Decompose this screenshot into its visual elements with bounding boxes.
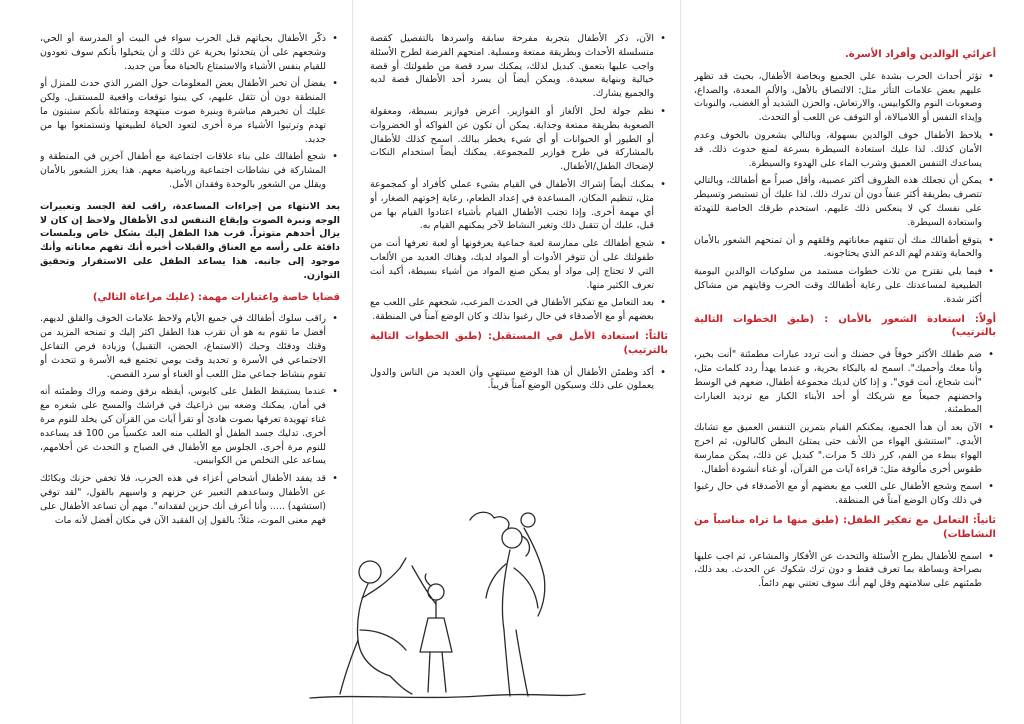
fold-line-right xyxy=(680,0,681,724)
list-future xyxy=(40,32,340,192)
list-item: • الآن، ذكر الأطفال بتجربة مفرحة سابقة واسردها بالتفصيل كقصة متسلسلة الأحداث وبطريقة ممتعة ومسلية. امنحهم الفرصة لطرح الأسئلة واجب عليها بتعمق. كبديل لذلك، يمكنك سرد قصة من طفولتك أو قصة خيالية وبنهاية سعيدة. ويمكن أيضاً أن يسرد أحد الأطفال قصة لديه والجميع يشارك. xyxy=(370,32,654,101)
list-activities xyxy=(370,32,668,324)
list-item: • تؤثر أحداث الحرب بشدة على الجميع وبخاصة الأطفال، بحيث قد تظهر عليهم بعض علامات التأثر مثل: الالتصاق بالأهل، والألم المعدة، والصداع، وصعوبات النوم والكوابيس، والارتعاش، والحزن الشديد أو الغضب، والنوبات وإيذاء النفس أو اللامبالاة، أو التوقف عن اللعب أو التحدث. xyxy=(694,70,982,125)
list-item: • اسمح وشجع الأطفال على اللعب مع بعضهم أو مع الأصدقاء في حال رغبوا في ذلك وكان الوضع آمناً في المنطقة. xyxy=(694,480,982,508)
list-item: • يلاحظ الأطفال خوف الوالدين بسهولة، وبالتالي يشعرون بالخوف وعدم الأمان كذلك. لذا عليك استعادة السيطرة بسرعة لمنع حدوث ذلك. قد يساعدك التنفس العميق وشرب الماء على الهدوء والسيطرة. xyxy=(694,129,982,170)
panel-left xyxy=(40,32,340,712)
list-item: • أكد وطمئن الأطفال أن هذا الوضع سينتهي وأن العديد من الناس والدول يعملون على ذلك وسيكون الوضع آمناً قريباً. xyxy=(370,366,654,394)
list-item: • شجع أطفالك على ممارسة لعبة جماعية يعرفونها أو لعبة تعرفها أنت من طفولتك على أن تتوفر الأدوات أو المواد لديك، وهناك العديد من الألعاب التي لا تحتاج إلى مواد أو يمكن صنع المواد من أشياء بسيطة، أكيد أنت تعرف الكثير منها. xyxy=(370,237,654,292)
list-child-thinking xyxy=(694,550,996,591)
list-item: • ذكّر الأطفال بحياتهم قبل الحرب سواء في البيت أو المدرسة أو الحي، وشجعهم على أن يتحدثوا بحرية عن ذلك و أن يتخيلوا بأنكم سوف تعودون للقيام بنفس الأشياء والاستمتاع بالحياة معاً من جديد. xyxy=(40,32,326,73)
list-restore-hope xyxy=(370,366,668,394)
list-item: • بعد التعامل مع تفكير الأطفال في الحدث المرعب، شجعهم على اللعب مع بعضهم أو مع الأصدقاء في حال رغبوا بذلك و كان الوضع آمناً في المنطقة. xyxy=(370,296,654,324)
list-item: • نظم جولة لحل الألغاز أو الفوازير. أعرض فوازير بسيطة، ومعقولة الصعوبة بطريقة ممتعة وجذابة. يمكن أن تكون عن الفواكه أو الخضروات أو الطيور أو الحيوانات أو أي شيء يخطر ببالك. اسمح كذلك للأطفال بالمشاركة في طرح فوازير للمجموعة. يمكنك أيضاً استخدام النكات لإضحاك الطفل/الأطفال. xyxy=(370,105,654,174)
list-special-issues xyxy=(40,312,340,527)
list-item: • اسمح للأطفال بطرح الأسئلة والتحدث عن الأفكار والمشاعر، ثم اجب عليها بصراحة وبساطة بما تعرف فقط و دون ترك شكوك عن الحدث. بعد ذلك، طمئنهم على سلامتهم وقل لهم أنك سوف تعتني بهم دائماً. xyxy=(694,550,982,591)
list-item: • عندما يستيقظ الطفل على كابوس، أيقظه برفق وضمه وراك وطمئنه أنه في أمان. يمكنك وضعه بين ذراعيك في فراشك والمسح على شعره مع غناء تهويدة تعرفها بصوت هادئ أو تقرأ آيات من القرآن كي يخلد للنوم مرة أخرى. تدليك جسد الطفل أو الطلب منه العد عكسياً من 100 قد يساعده للنوم مرة أخرى. الجلوس مع الأطفال في الصباح و التحدث عن أحلامهم، يساعد على التخلص من الكوابيس. xyxy=(40,385,326,468)
list-item: • فيما يلي نقترح من ثلاث خطوات مستمد من سلوكيات الوالدين اليومية الطبيعية لمساعدتك على رعاية أطفالك وقت الحرب وقايتهم من مشاكل أكثر شدة. xyxy=(694,265,982,306)
list-intro xyxy=(694,70,996,307)
heading-restore-safety: أولاً: استعادة الشعور بالأمان : (طبق الخطوات التالية بالترتيب) xyxy=(694,313,996,339)
list-item: • شجع أطفالك على بناء علاقات اجتماعية مع أطفال آخرين في المنطقة و المشاركة في نشاطات اجتماعية ورياضية معهم. هذا يعزز الشعور بالأمان ويقلل من الشعور بالوحدة وفقدان الأمل. xyxy=(40,150,326,191)
list-item: • راقب سلوك أطفالك في جميع الأيام ولاحظ علامات الخوف والقلق لديهم. أفضل ما تقوم به هو أن تقرب هذا الطفل اكثر إليك و تمنحه المزيد من وقتك ودفئك وحبك (الاستماع، الحضن، التقبيل) وزيادة فرص التفاعل الاجتماعي في الأسرة و تحديد وقت يومي تجتمع فيه الأسرة و تتحدث أو تقوم بنشاط جماعي مثل اللعب أو الغناء أو سرد القصص. xyxy=(40,312,326,381)
panel-right xyxy=(694,32,996,712)
list-item: • يمكنك أيضاً إشراك الأطفال في القيام بشيء عملي كأفراد أو كمجموعة مثل، تنظيم المكان، المساعدة في إعداد الطعام، رعاية إخوتهم الصغار، أو أي مهمة أخرى. وإذا تجنب الأطفال القيام بأشياء اعتادوا القيام بها من قبل، عليك أن تتقبل ذلك وتغير النشاط لآخر يمكنهم القيام به. xyxy=(370,178,654,233)
list-item: • يمكن أن تجعلك هذه الظروف أكثر عصبية، وأقل صبراً مع أطفالك، وبالتالي تتصرف بطريقة أكثر عنفاً دون أن تدرك ذلك. لذا عليك أن تستبصر وتسيطر على نفسك كي لا ينعكس ذلك عليهم. استخدم طرقك الخاصة للتهدئة واستعادة السيطرة. xyxy=(694,174,982,229)
family-line-art-illustration xyxy=(300,480,590,710)
list-item: • يتوقع أطفالك منك أن تتفهم معاناتهم وقلقهم و أن تمنحهم الشعور بالأمان والحماية وتقدم لهم الدعم الذي يحتاجونه. xyxy=(694,234,982,262)
heading-restore-hope: ثالثاً: استعادة الأمل في المستقبل: (طبق الخطوات التالية بالترتيب) xyxy=(370,330,668,356)
list-restore-safety xyxy=(694,348,996,508)
closing-note: بعد الانتهاء من إجراءات المساعدة، راقب لغة الجسد وتعبيرات الوجه ونبرة الصوت وإيقاع التنفس لدى الأطفال ولاحظ إن كان لا يزال أحدهم متوتراً. قرب هذا الطفل إليك بشكل خاص وبلمسات دافئة على رأسه مع العناق والقبلات أخبره أنك تفهم معاناته وأنك موجود إلى جانبه. هذا يساعد الطفل على الاستقرار وتحقيق التوازن. xyxy=(40,200,340,281)
list-item: • يفضل أن تخبر الأطفال بعض المعلومات حول الضرر الذي حدث للمنزل أو المنطقة دون أن تثقل عليهم، كي يبنوا توقعات واقعية للمستقبل. ولكن عليك أن تخبرهم مباشرة وبنبرة صوت مبتهجة ومتفائلة بأنكم ستبنون ما تهدم وترتبوا الأشياء مرة أخرى لتعود الحياة لطبيعتها وتستمتعوا بها من جديد. xyxy=(40,77,326,146)
list-item: • قد يفقد الأطفال أشخاص أعزاء في هذه الحرب، فلا تخفي حزنك وبكائك عن الأطفال وساعدهم التعبير عن حزنهم و واسيهم بالقول، "لقد توفي (استشهد) ..... وأنا أعرف أنك حزين لفقدانه". مهم أن تساعد الأطفال على فهم معنى الموت، مثلاً: بالقول إن الفقيد الآن في مكان أفضل لأنه مات xyxy=(40,472,326,527)
heading-child-thinking: ثانياً: التعامل مع تفكير الطفل: (طبق منها ما تراه مناسباً من النشاطات) xyxy=(694,514,996,540)
heading-dear-parents: أعزائي الوالدين وأفراد الأسرة. xyxy=(845,49,996,60)
list-item: • ضم طفلك الأكثر خوفاً في حضنك و أنت تردد عبارات مطمئنة "أنت بخير، وأنا معك وأحميك". اسمح له بالبكاء بحرية، و عندما يهدأ ردد كلمات مثل، "أنت شجاع، أنت قوي". و إذا كان لديك مجموعة أطفال، ضعهم في الوسط واحضنهم جميعاً مع شريكك أو أحد الأبناء الكبار مع ترديد العبارات المطمئنة. xyxy=(694,348,982,417)
heading-special-issues: قضايا خاصة واعتبارات مهمة: (عليك مراعاة التالي) xyxy=(92,291,340,303)
list-item: • الآن بعد أن هدأ الجميع، يمكنكم القيام بتمرين التنفس العميق مع تشابك الأيدي. "استنشق الهواء من الأنف حتى يمتلئ البطن كالبالون، ثم اخرج الهواء ببطء من الفم، كرر ذلك 5 مرات." كبديل عن ذلك، يمكن ممارسة طقوس أخرى مألوفة مثل: قراءة آيات من القرآن، أو غناء أنشودة أطفال. xyxy=(694,421,982,476)
